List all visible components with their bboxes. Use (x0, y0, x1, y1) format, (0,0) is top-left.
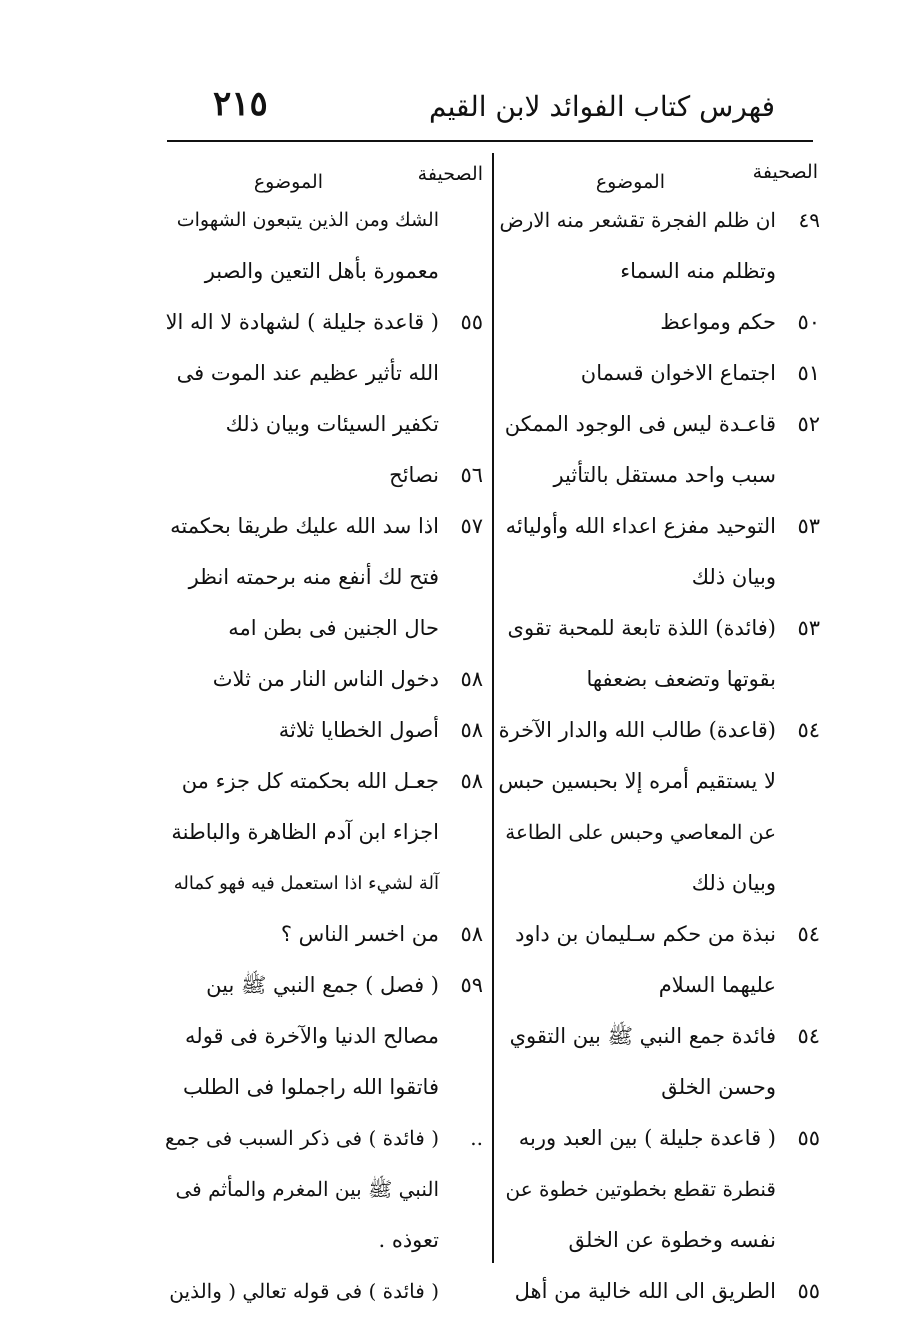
index-line (165, 705, 483, 756)
running-title: فهرس كتاب الفوائد لابن القيم (428, 90, 775, 123)
entry-page-number: ٥٦ (460, 463, 483, 487)
entry-topic-text: نبذة من حكم سـليمان بن داود (515, 922, 776, 946)
entry-topic-text: نفسه وخطوة عن الخلق (568, 1228, 776, 1252)
entry-page-number: ٥٥ (797, 1126, 820, 1150)
entry-topic-text: عن المعاصي وحبس على الطاعة (505, 820, 776, 844)
entry-topic-text: فتح لك أنفع منه برحمته انظر (188, 565, 439, 589)
entry-topic-text: سبب واحد مستقل بالتأثير (553, 463, 776, 487)
index-line (498, 756, 820, 807)
index-line (165, 1062, 483, 1113)
index-line (165, 1011, 483, 1062)
entry-topic-text: مصالح الدنيا والآخرة فى قوله (185, 1024, 439, 1048)
entry-page-number: ٥٨ (460, 718, 483, 742)
entry-topic-text: بقوتها وتضعف بضعفها (586, 667, 776, 691)
index-line (165, 450, 483, 501)
index-line (165, 756, 483, 807)
column-header-topic: الموضوع (253, 171, 323, 193)
entry-page-number: ٥٥ (797, 1279, 820, 1303)
entry-topic-text: اذا سد الله عليك طريقا بحكمته (170, 514, 439, 538)
entry-page-number: ٥٣ (797, 514, 820, 538)
column-header-page: الصحيفة (752, 161, 818, 183)
entry-page-number: ٥٤ (797, 1024, 820, 1048)
index-line (165, 1215, 483, 1266)
entry-topic-text: الشك ومن الذين يتبعون الشهوات (176, 209, 439, 231)
index-line (498, 1011, 820, 1062)
entry-topic-text: وبيان ذلك (691, 565, 776, 589)
entry-page-number: ٥٩ (460, 973, 483, 997)
index-line (165, 297, 483, 348)
entry-topic-text: آلة لشيء اذا استعمل فيه فهو كماله (173, 873, 439, 894)
index-line (498, 246, 820, 297)
entry-topic-text: ( قاعدة جليلة ) بين العبد وربه (518, 1126, 776, 1150)
entry-topic-text: وتظلم منه السماء (620, 259, 776, 283)
index-line (165, 399, 483, 450)
entry-topic-text: فاتقوا الله راجملوا فى الطلب (182, 1075, 439, 1099)
index-line (165, 654, 483, 705)
index-entries (498, 195, 820, 1317)
entry-page-number: ٥٨ (460, 769, 483, 793)
entry-page-number: ٥٣ (797, 616, 820, 640)
entry-topic-text: حال الجنين فى بطن امه (228, 616, 439, 640)
index-line (165, 960, 483, 1011)
index-line (498, 654, 820, 705)
entry-page-number: ٤٩ (798, 208, 820, 232)
index-line (165, 909, 483, 960)
index-line (498, 705, 820, 756)
entry-topic-text: من اخسر الناس ؟ (280, 922, 439, 946)
index-line (498, 195, 820, 246)
index-line (498, 960, 820, 1011)
index-line (498, 1164, 820, 1215)
entry-topic-text: وحسن الخلق (661, 1075, 776, 1099)
entry-page-number: ٥٢ (797, 412, 820, 436)
index-entries (165, 195, 483, 1317)
index-line (498, 501, 820, 552)
entry-page-number: ٥٨ (460, 667, 483, 691)
entry-topic-text: ( قاعدة جليلة ) لشهادة لا اله الا (165, 310, 439, 334)
header-rule (167, 140, 813, 142)
index-line (165, 246, 483, 297)
column-header (165, 155, 483, 195)
entry-topic-text: نصائح (389, 463, 439, 487)
entry-topic-text: وبيان ذلك (691, 871, 776, 895)
entry-topic-text: حكم ومواعظ (660, 310, 776, 334)
page-number: ٢١٥ (213, 84, 268, 124)
index-line (165, 1113, 483, 1164)
index-line (498, 1113, 820, 1164)
entry-topic-text: (قاعدة) طالب الله والدار الآخرة (498, 718, 776, 742)
index-line (498, 858, 820, 909)
entry-topic-text: النبي ﷺ بين المغرم والمأثم فى (175, 1177, 439, 1201)
index-line (165, 195, 483, 246)
entry-topic-text: اجتماع الاخوان قسمان (580, 361, 776, 385)
index-line (498, 1215, 820, 1266)
page-header (165, 84, 815, 134)
entry-topic-text: معمورة بأهل التعين والصبر (204, 259, 439, 283)
entry-topic-text: (فائدة) اللذة تابعة للمحبة تقوى (507, 616, 776, 640)
entry-page-number: ٥٧ (460, 514, 483, 538)
entry-page-number: ٥١ (797, 361, 820, 385)
entry-topic-text: قاعـدة ليس فى الوجود الممكن (504, 412, 776, 436)
index-line (498, 1266, 820, 1317)
column-header (498, 155, 820, 195)
index-line (498, 909, 820, 960)
entry-topic-text: تعوذه . (378, 1228, 439, 1252)
index-line (165, 501, 483, 552)
entry-topic-text: تكفير السيئات وبيان ذلك (225, 412, 439, 436)
index-line (498, 807, 820, 858)
column-header-page: الصحيفة (417, 163, 483, 185)
entry-topic-text: قنطرة تقطع بخطوتين خطوة عن (505, 1177, 776, 1201)
index-line (165, 552, 483, 603)
entry-topic-text: جعـل الله بحكمته كل جزء من (181, 769, 439, 793)
index-line (165, 348, 483, 399)
index-line (498, 399, 820, 450)
index-line (165, 603, 483, 654)
entry-topic-text: أصول الخطايا ثلاثة (278, 718, 439, 742)
index-line (498, 297, 820, 348)
entry-topic-text: فائدة جمع النبي ﷺ بين التقوي (509, 1024, 776, 1048)
index-line (165, 1164, 483, 1215)
entry-topic-text: اجزاء ابن آدم الظاهرة والباطنة (171, 820, 439, 844)
index-column-left (165, 155, 483, 1317)
entry-topic-text: ( فصل ) جمع النبي ﷺ بين (206, 973, 439, 997)
column-divider (492, 153, 494, 1263)
index-line (498, 1062, 820, 1113)
entry-topic-text: ان ظلم الفجرة تقشعر منه الارض (499, 208, 776, 232)
entry-page-number: ٥٤ (797, 718, 820, 742)
entry-page-number: ٥٥ (460, 310, 483, 334)
index-column-right (498, 155, 820, 1317)
index-line (165, 858, 483, 909)
index-line (498, 450, 820, 501)
entry-page-number: ٥٤ (797, 922, 820, 946)
index-line (165, 1266, 483, 1317)
entry-topic-text: ( فائدة ) فى ذكر السبب فى جمع (165, 1126, 439, 1150)
index-line (498, 348, 820, 399)
index-line (498, 603, 820, 654)
entry-topic-text: لا يستقيم أمره إلا بحبسين حبس (498, 769, 776, 793)
column-header-topic: الموضوع (595, 171, 665, 193)
entry-page-number: ٥٠ (797, 310, 820, 334)
index-line (498, 552, 820, 603)
entry-topic-text: دخول الناس النار من ثلاث (212, 667, 439, 691)
entry-page-number: ٥٨ (460, 922, 483, 946)
entry-topic-text: عليهما السلام (658, 973, 776, 997)
entry-topic-text: التوحيد مفزع اعداء الله وأوليائه (505, 514, 776, 538)
entry-topic-text: الطريق الى الله خالية من أهل (514, 1279, 776, 1303)
entry-topic-text: الله تأثير عظيم عند الموت فى (176, 361, 439, 385)
entry-page-number: .. (470, 1126, 483, 1150)
entry-topic-text: ( فائدة ) فى قوله تعالي ( والذين (169, 1279, 439, 1303)
index-line (165, 807, 483, 858)
